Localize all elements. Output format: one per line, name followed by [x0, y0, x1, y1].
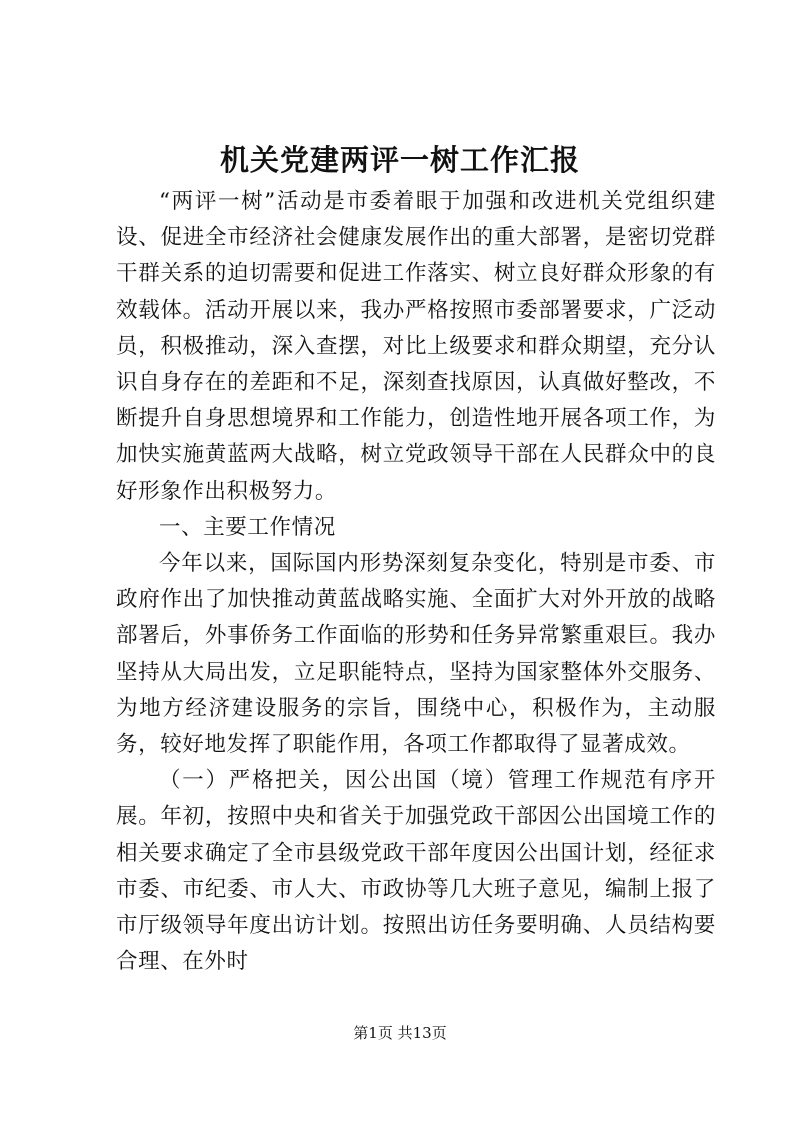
- paragraph-subsection-1: （一）严格把关，因公出国（境）管理工作规范有序开展。年初，按照中央和省关于加强党政干部因公出国境工作的相关要求确定了全市县级党政干部年度因公出国计划，经征求市委、市纪委、市人大、市政协等几大班子意见，编制上报了市厅级领导年度出访计划。按照出访任务要明确、人员结构要合理、在外时: [116, 768, 716, 975]
- paragraph-overview: 今年以来，国际国内形势深刻复杂变化，特别是市委、市政府作出了加快推动黄蓝战略实施、全面扩大对外开放的战略部署后，外事侨务工作面临的形势和任务异常繁重艰巨。我办坚持从大局出发，立足职能特点，坚持为国家整体外交服务、为地方经济建设服务的宗旨，围绕中心，积极作为，主动服务，较好地发挥了职能作用，各项工作都取得了显著成效。: [116, 551, 716, 758]
- section-heading-main-work: 一、主要工作情况: [159, 514, 336, 540]
- document-title: 机关党建两评一树工作汇报: [219, 143, 580, 177]
- document-body: [116, 184, 716, 980]
- paragraph-intro: “两评一树”活动是市委着眼于加强和改进机关党组织建设、促进全市经济社会健康发展作出的重大部署，是密切党群干群关系的迫切需要和促进工作落实、树立良好群众形象的有效载体。活动开展以来，我办严格按照市委部署要求，广泛动员，积极推动，深入查摆，对比上级要求和群众期望，充分认识自身存在的差距和不足，深刻查找原因，认真做好整改，不断提升自身思想境界和工作能力，创造性地开展各项工作，为加快实施黄蓝两大战略，树立党政领导干部在人民群众中的良好形象作出积极努力。: [116, 189, 716, 504]
- page-footer: 第1页 共13页: [353, 1024, 447, 1042]
